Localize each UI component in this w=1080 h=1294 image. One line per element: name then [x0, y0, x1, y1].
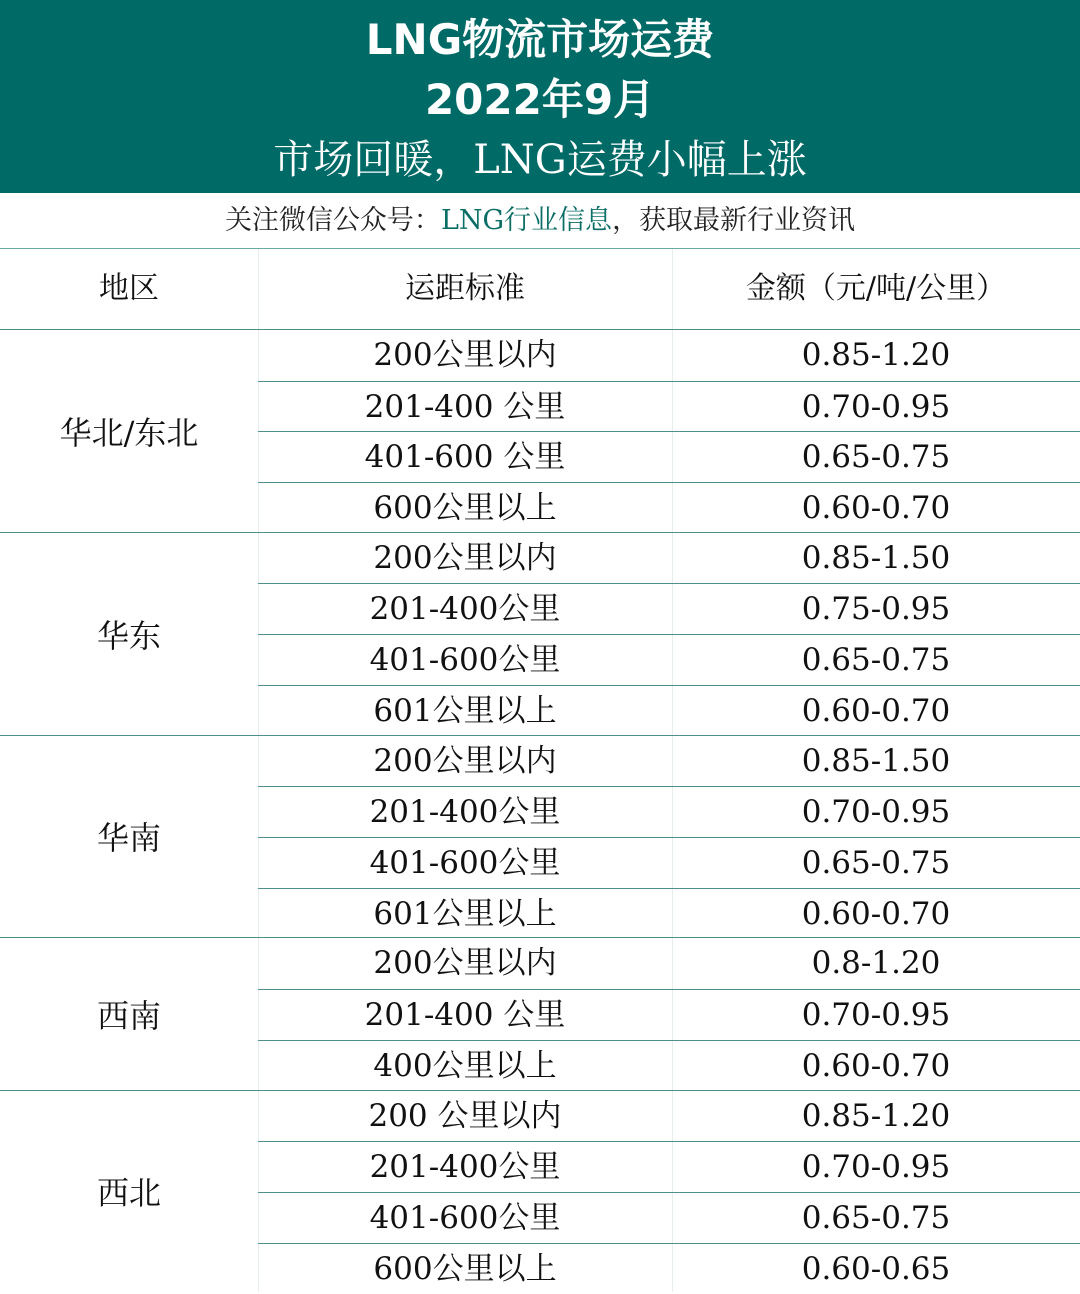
- amount-cell: 0.60-0.70: [801, 490, 951, 527]
- amount-cell: 0.70-0.95: [801, 997, 951, 1034]
- notice-suffix: ，获取最新行业资讯: [612, 205, 856, 236]
- table-row: [258, 837, 1080, 889]
- table-row: [258, 431, 1080, 483]
- region-group: [0, 1090, 1080, 1293]
- distance-cell: 400公里以上: [373, 1047, 557, 1084]
- distance-cell: 200公里以内: [373, 337, 557, 373]
- table-row: [258, 1141, 1080, 1193]
- table-row: [258, 1192, 1080, 1244]
- table-row: [258, 786, 1080, 838]
- distance-cell: 601公里以上: [373, 692, 557, 729]
- table-row: [258, 1091, 1080, 1142]
- distance-cell: 600公里以上: [373, 490, 557, 527]
- distance-cell: 600公里以上: [373, 1250, 557, 1287]
- region-cell: 华东: [96, 616, 161, 655]
- distance-cell: 200公里以内: [373, 539, 557, 576]
- amount-cell: 0.70-0.95: [801, 1149, 951, 1186]
- distance-cell: 200公里以内: [373, 945, 557, 982]
- table-row: [258, 736, 1080, 787]
- amount-cell: 0.85-1.20: [801, 1097, 951, 1134]
- banner-subtitle: 市场回暖，LNG运费小幅上涨: [273, 137, 807, 183]
- distance-cell: 201-400公里: [369, 1149, 561, 1186]
- table-row: [258, 330, 1080, 381]
- amount-cell: 0.65-0.75: [801, 1199, 951, 1236]
- amount-cell: 0.85-1.50: [801, 539, 951, 576]
- table-row: [258, 482, 1080, 534]
- distance-cell: 201-400公里: [369, 794, 561, 831]
- distance-cell: 401-600公里: [369, 642, 561, 679]
- amount-cell: 0.85-1.20: [801, 337, 951, 373]
- region-group: [0, 329, 1080, 532]
- amount-cell: 0.70-0.95: [801, 794, 951, 831]
- distance-cell: 401-600公里: [369, 844, 561, 881]
- amount-cell: 0.65-0.75: [801, 844, 951, 881]
- table-row: [258, 989, 1080, 1041]
- distance-cell: 201-400 公里: [364, 388, 566, 425]
- amount-cell: 0.70-0.95: [801, 388, 951, 425]
- amount-cell: 0.8-1.20: [811, 945, 941, 982]
- table-row: [258, 685, 1080, 737]
- header-region: 地区: [99, 271, 159, 306]
- distance-cell: 201-400公里: [369, 591, 561, 628]
- banner-date: 2022年9月: [424, 75, 656, 124]
- region-cell: 华南: [96, 819, 161, 858]
- distance-cell: 601公里以上: [373, 895, 557, 932]
- amount-cell: 0.60-0.70: [801, 895, 951, 932]
- notice-prefix: 关注微信公众号：: [224, 205, 441, 236]
- table-row: [258, 583, 1080, 635]
- region-cell: 华北/东北: [59, 413, 199, 452]
- amount-cell: 0.60-0.70: [801, 1047, 951, 1084]
- amount-cell: 0.65-0.75: [801, 439, 951, 476]
- distance-cell: 200 公里以内: [368, 1097, 562, 1134]
- amount-cell: 0.60-0.70: [801, 692, 951, 729]
- distance-cell: 401-600公里: [369, 1199, 561, 1236]
- distance-cell: 201-400 公里: [364, 997, 566, 1034]
- table-row: [258, 1243, 1080, 1294]
- distance-cell: 401-600 公里: [364, 439, 566, 476]
- table-row: [258, 533, 1080, 584]
- region-cell: 西北: [96, 1174, 161, 1213]
- distance-cell: 200公里以内: [373, 742, 557, 779]
- table-row: [258, 1040, 1080, 1092]
- header-distance: 运距标准: [405, 271, 525, 306]
- amount-cell: 0.75-0.95: [801, 591, 951, 628]
- notice-account: LNG行业信息: [440, 205, 613, 236]
- region-group: [0, 532, 1080, 735]
- table-row: [258, 938, 1080, 989]
- amount-cell: 0.85-1.50: [801, 742, 951, 779]
- amount-cell: 0.65-0.75: [801, 642, 951, 679]
- freight-table: [0, 249, 1080, 1292]
- header-amount: 金额（元/吨/公里）: [745, 271, 1007, 306]
- follow-notice: [0, 193, 1080, 249]
- table-row: [258, 381, 1080, 433]
- table-row: [258, 888, 1080, 940]
- table-row: [258, 634, 1080, 686]
- amount-cell: 0.60-0.65: [801, 1250, 951, 1287]
- title-banner: [0, 0, 1080, 193]
- region-group: [0, 937, 1080, 1089]
- banner-title: LNG物流市场运费: [365, 15, 715, 64]
- region-group: [0, 735, 1080, 938]
- region-cell: 西南: [96, 996, 161, 1035]
